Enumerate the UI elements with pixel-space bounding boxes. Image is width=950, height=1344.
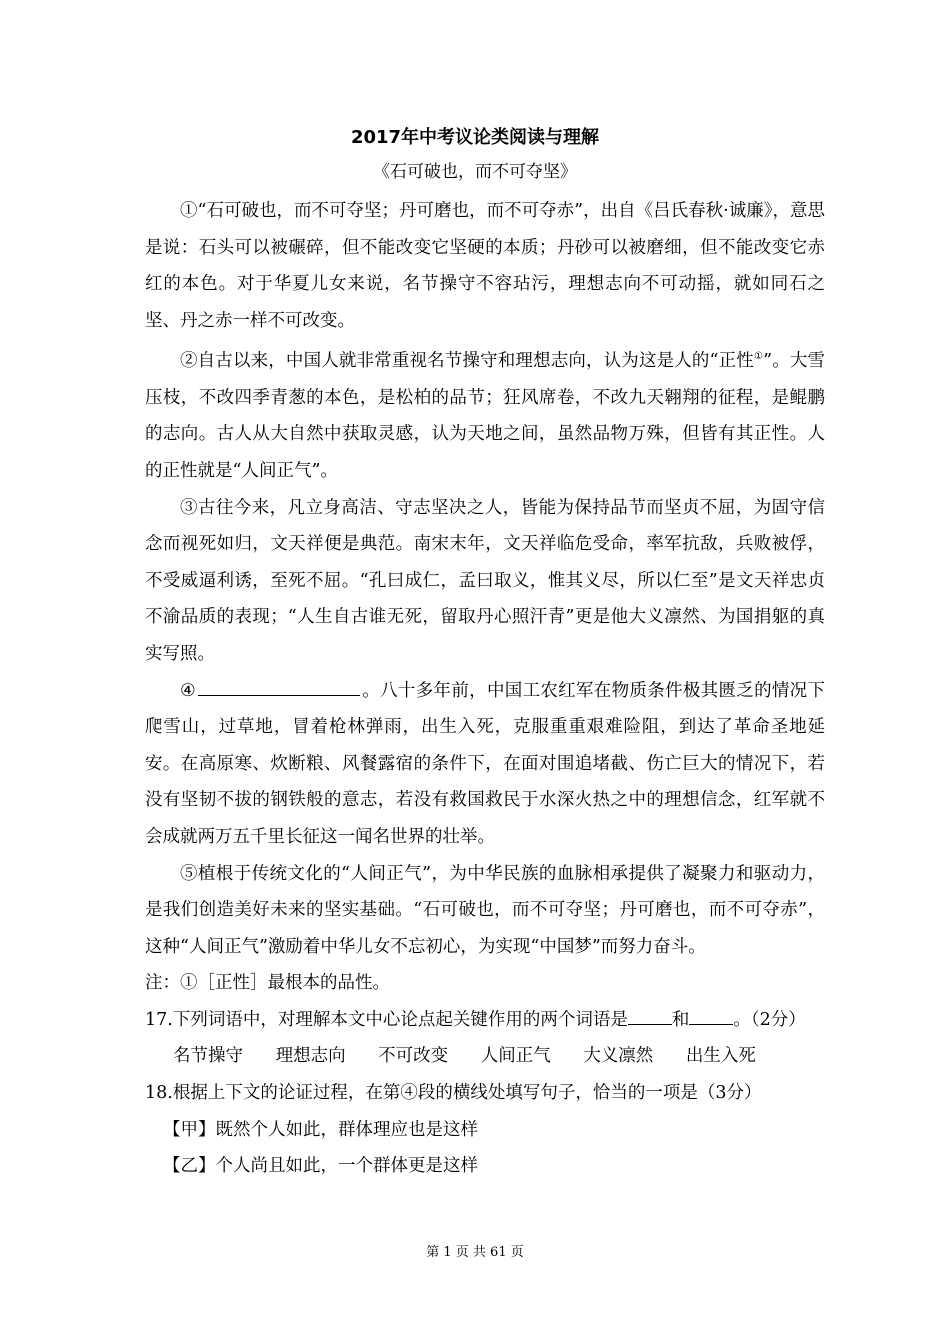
question-17-text: 17.下列词语中，对理解本文中心论点起关键作用的两个词语是 (145, 1009, 628, 1030)
answer-blank-1[interactable] (628, 1006, 672, 1025)
page-footer: 第 1 页 共 61 页 (426, 1245, 524, 1260)
paragraph-5: ⑤植根于传统文化的“人间正气”，为中华民族的血脉相承提供了凝聚力和驱动力，是我们创造美好未来的坚实基础。“石可破也，而不可夺坚；丹可磨也，而不可夺赤”，这种“人间正气”激励着中华儿女不忘初心，为实现“中国梦”而努力奋斗。 (145, 863, 825, 957)
option-word: 大义凛然 (583, 1046, 654, 1067)
footnote: 注：①［正性］最根本的品性。 (145, 973, 390, 994)
paragraph-4-marker: ④ (180, 680, 196, 701)
article-title: 《石可破也，而不可夺坚》 (373, 162, 577, 182)
paragraph-4-text: 。八十多年前，中国工农红军在物质条件极其匮乏的情况下爬雪山，过草地，冒着枪林弹雨，出生入死，克服重重艰难险阻，到达了革命圣地延安。在高原寒、炊断粮、风餐露宿的条件下，在面对围追堵截、伤亡巨大的情况下，若没有坚韧不拔的钢铁般的意志，若没有救国救民于水深火热之中的理想信念，红军就不会成就两万五千里长征这一闻名世界的壮举。 (145, 680, 825, 847)
fill-in-blank-line[interactable] (198, 677, 360, 696)
option-word: 出生入死 (685, 1046, 756, 1067)
paragraph-2-text-a: ②自古以来，中国人就非常重视名节操守和理想志向，认为这是人的“正性 (180, 351, 754, 372)
question-17-options (145, 1038, 825, 1075)
option-word: 名节操守 (173, 1046, 243, 1067)
paragraph-2 (145, 339, 825, 489)
question-17-and: 和 (671, 1009, 690, 1030)
option-word: 不可改变 (378, 1046, 449, 1067)
footnote-marker: ① (753, 351, 764, 363)
question-17-score: 。（2分） (733, 1009, 806, 1030)
paragraph-4 (145, 673, 825, 856)
paragraph-1: ①“石可破也，而不可夺坚；丹可磨也，而不可夺赤”，出自《吕氏春秋·诚廉》，意思是说：石头可以被碾碎，但不能改变它坚硬的本质；丹砂可以被磨细，但不能改变它赤红的本色。对于华夏儿女来说，名节操守不容玷污，理想志向不可动摇，就如同石之坚、丹之赤一样不可改变。 (145, 201, 825, 331)
choice-yi: 【乙】个人尚且如此，一个群体更是这样 (163, 1156, 478, 1177)
question-17 (145, 1002, 825, 1039)
option-word: 理想志向 (275, 1046, 346, 1067)
option-word: 人间正气 (480, 1046, 551, 1067)
paragraph-3: ③古往今来，凡立身高洁、守志坚决之人，皆能为保持品节而坚贞不屈，为固守信念而视死如归，文天祥便是典范。南宋末年，文天祥临危受命，率军抗敌，兵败被俘，不受威逼利诱，至死不屈。“孔曰成仁，孟曰取义，惟其义尽，所以仁至”是文天祥忠贞不渝品质的表现；“人生自古谁无死，留取丹心照汗青”更是他大义凛然、为国捐躯的真实写照。 (145, 497, 825, 664)
paragraph-2-text-b: ”。大雪压枝，不改四季青葱的本色，是松柏的品节；狂风席卷，不改九天翱翔的征程，是鲲鹏的志向。古人从大自然中获取灵感，认为天地之间，虽然品物万殊，但皆有其正性。人的正性就是“人间正气”。 (145, 351, 825, 481)
document-title: 2017年中考议论类阅读与理解 (350, 127, 600, 148)
choice-jia: 【甲】既然个人如此，群体理应也是这样 (163, 1119, 478, 1140)
answer-blank-2[interactable] (689, 1006, 733, 1025)
article-body (145, 193, 825, 1185)
question-18: 18.根据上下文的论证过程，在第④段的横线处填写句子，恰当的一项是（3分） (145, 1083, 762, 1104)
